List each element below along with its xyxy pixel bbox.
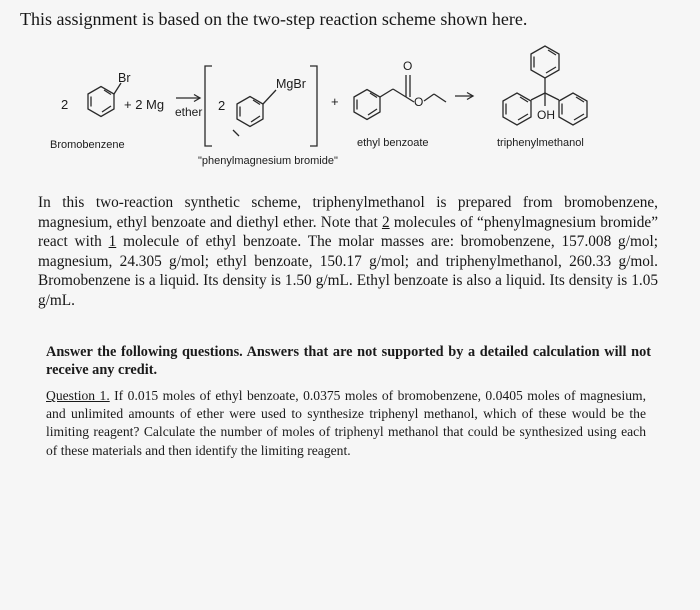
label-mgbr: MgBr (276, 77, 306, 91)
coef-bromobenzene: 2 (61, 97, 69, 112)
coef-grignard: 2 (218, 98, 226, 113)
question-1 (46, 387, 646, 460)
triphenyl-ring-top (531, 46, 559, 78)
label-oh: OH (537, 108, 555, 122)
triphenyl-ring-left (503, 93, 531, 125)
question-1-text: If 0.015 moles of ethyl benzoate, 0.0375 moles of bromobenzene, 0.0405 moles of magnesium, and unlimited amounts of ether were used to synthesize triphenyl methanol, which of these would be the limiting reagent? Calculate the number of moles of triphenyl methanol that could be synthesized using each of these materials and then identify the limiting reagent. (46, 388, 646, 458)
name-grignard: "phenylmagnesium bromide" (198, 155, 338, 167)
intro-part2: molecules of “phenylmagnesium bromide” react with (38, 213, 658, 250)
name-bromobenzene: Bromobenzene (50, 139, 125, 151)
instructions: Answer the following questions. Answers that are not supported by a detailed calculation will not receive any credit. (46, 344, 651, 378)
intro-part3: molecule of ethyl benzoate. The molar masses are: bromobenzene, 157.008 g/mol; magnesium, 24.305 g/mol; ethyl benzoate, 150.17 g/mol; and triphenylmethanol, 260.33 g/mol. Bromobenzene is a liquid. Its density is 1.50 g/mL. Ethyl benzoate is also a liquid. Its density is 1.05 g/mL. (38, 233, 659, 309)
label-o-ester: O (414, 95, 424, 109)
page-heading: This assignment is based on the two-step reaction scheme shown here. (20, 9, 528, 29)
intro-number-2: 2 (381, 213, 390, 231)
intro-part1: In this two-reaction synthetic scheme, triphenylmethanol is prepared from bromobenzene, magnesium, ethyl benzoate and diethyl ether. Note that (38, 194, 658, 231)
plus-mg: + 2 Mg (124, 97, 165, 112)
intro-number-1: 1 (108, 233, 117, 250)
plus-sign: + (331, 94, 339, 109)
triphenyl-ring-right (559, 93, 587, 125)
intro-paragraph (38, 193, 658, 310)
name-ethyl-benzoate: ethyl benzoate (357, 137, 429, 149)
solvent-label: ether (175, 105, 203, 119)
question-1-label: Question 1. (46, 388, 110, 403)
reaction-scheme (0, 40, 700, 170)
grignard-ring (237, 97, 263, 127)
bromobenzene-ring (88, 87, 114, 117)
name-triphenylmethanol: triphenylmethanol (497, 137, 584, 149)
ethyl-benzoate-ring (354, 90, 380, 120)
label-br: Br (118, 71, 131, 85)
label-o-carbonyl: O (403, 59, 413, 73)
